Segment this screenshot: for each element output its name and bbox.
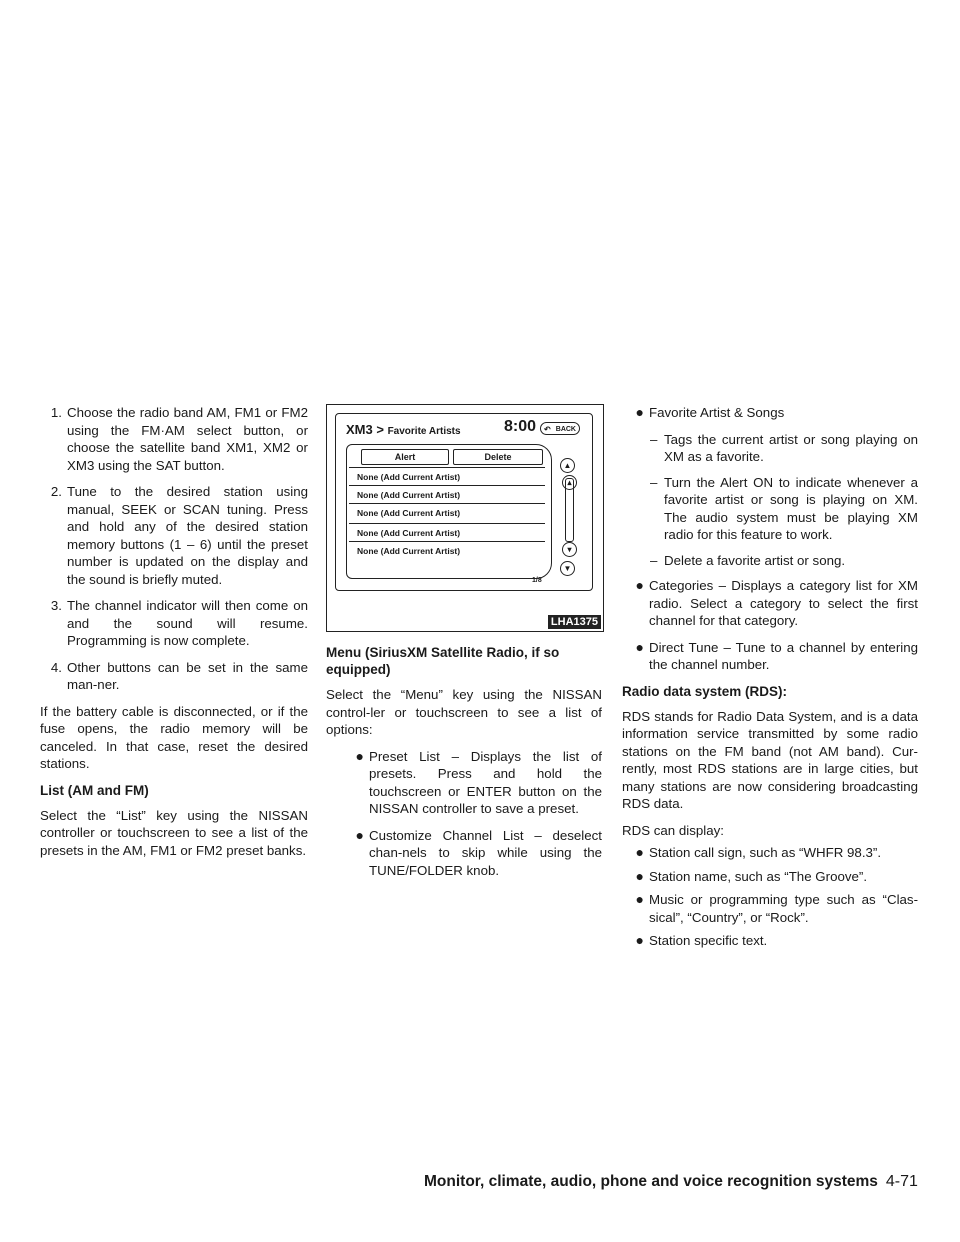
display-screen xyxy=(335,413,593,591)
list-row: None (Add Current Artist) xyxy=(349,523,545,541)
bullet-item xyxy=(622,932,918,950)
bullet-item xyxy=(622,639,918,674)
step-number: 1. xyxy=(50,405,62,420)
screen-figure xyxy=(326,404,604,632)
delete-button: Delete xyxy=(453,449,543,465)
rds-can-display: RDS can display: xyxy=(622,822,724,838)
scrollbar xyxy=(565,478,574,542)
bullet-item xyxy=(622,404,918,422)
bullet-text: Station name, such as “The Groove”. xyxy=(649,868,868,884)
back-button xyxy=(540,422,580,435)
alert-button: Alert xyxy=(361,449,449,465)
screen-time: 8:00 xyxy=(504,418,537,435)
bullet-icon: ● xyxy=(635,867,644,884)
dash-item xyxy=(622,552,918,570)
list-paragraph: Select the “List” key using the NISSAN controller or touchscreen to see a list of the presets in the AM, FM1 or FM2 preset banks. xyxy=(40,807,308,858)
bullet-icon: ● xyxy=(635,932,644,948)
scroll-top-icon: ▲ xyxy=(560,458,575,473)
scroll-down-icon: ▾ xyxy=(562,542,577,557)
bullet-text: Favorite Artist & Songs xyxy=(649,405,785,420)
bullet-item xyxy=(622,577,918,630)
dash-mark: – xyxy=(650,431,658,447)
bullet-item xyxy=(622,891,918,926)
screen-title xyxy=(346,421,461,441)
dash-item xyxy=(622,474,918,544)
step-number: 2. xyxy=(50,484,62,499)
bullet-icon: ● xyxy=(635,577,644,593)
rds-paragraph: RDS stands for Radio Data System, and is a data information service transmitted by some radio stations on the FM band (not AM band). Cur-rently, most RDS stations are in large cities, but many stations are now considering broadcasting RDS data. xyxy=(622,708,918,811)
bullet-text: Customize Channel List – deselect chan-nels to skip while using the TUNE/FOLDER knob. xyxy=(369,827,602,878)
page-number: 4-71 xyxy=(885,1173,918,1190)
dash-text: Tags the current artist or song playing on XM as a favorite. xyxy=(664,431,918,464)
bullet-text: Station call sign, such as “WHFR 98.3”. xyxy=(649,845,882,860)
page-indicator: 1/8 xyxy=(532,577,542,584)
page-footer xyxy=(424,1173,918,1191)
screen-band: XM3 > xyxy=(346,422,384,437)
list-row: None (Add Current Artist) xyxy=(349,541,545,559)
screen-subtitle: Favorite Artists xyxy=(387,426,461,437)
step-text: Other buttons can be set in the same man-ner. xyxy=(67,659,308,692)
list-row: None (Add Current Artist) xyxy=(349,503,545,521)
back-arrow-icon: ↶ xyxy=(544,425,551,434)
back-label: BACK xyxy=(555,426,576,433)
menu-heading: Menu (SiriusXM Satellite Radio, if so equipped) xyxy=(326,645,560,677)
step-number: 4. xyxy=(50,659,62,675)
dash-mark: – xyxy=(650,552,658,568)
bullet-item xyxy=(326,748,602,818)
column-middle xyxy=(326,404,602,888)
step-1 xyxy=(40,404,308,474)
column-left xyxy=(40,404,308,868)
step-4 xyxy=(40,659,308,694)
bullet-text: Preset List – Displays the list of presets. Press and hold the touchscreen or ENTER button on the NISSAN controller to save a preset. xyxy=(369,748,602,816)
list-row: None (Add Current Artist) xyxy=(349,467,545,485)
bullet-text: Music or programming type such as “Clas-sical”, “Country”, or “Rock”. xyxy=(649,892,918,925)
figure-code: LHA1375 xyxy=(548,615,601,629)
footer-title: Monitor, climate, audio, phone and voice recognition systems xyxy=(424,1173,878,1190)
list-heading: List (AM and FM) xyxy=(40,782,149,798)
bullet-icon: ● xyxy=(355,826,364,843)
bullet-icon: ● xyxy=(635,404,644,420)
bullet-icon: ● xyxy=(635,638,644,655)
bullet-item xyxy=(622,868,918,886)
menu-paragraph: Select the “Menu” key using the NISSAN control-ler or touchscreen to see a list of options: xyxy=(326,687,602,737)
dash-mark: – xyxy=(650,474,658,490)
favorite-list xyxy=(346,444,552,579)
dash-text: Turn the Alert ON to indicate whenever a favorite artist or song is playing on XM. The audio system must be playing XM radio for this feature to work. xyxy=(664,474,918,542)
scroll-up-icon: ▴ xyxy=(562,475,577,490)
bullet-text: Direct Tune – Tune to a channel by entering the channel number. xyxy=(649,639,918,672)
bullet-item xyxy=(622,844,918,862)
rds-heading: Radio data system (RDS): xyxy=(622,683,788,699)
scroll-bottom-icon: ▼ xyxy=(560,561,575,576)
bullet-icon: ● xyxy=(635,891,644,907)
battery-paragraph: If the battery cable is disconnected, or if the fuse opens, the radio memory will be canceled. In that case, reset the desired stations. xyxy=(40,703,308,771)
bullet-item xyxy=(326,827,602,880)
bullet-text: Categories – Displays a category list for XM radio. Select a category to select the first channel for that category. xyxy=(649,578,918,628)
dash-item xyxy=(622,431,918,466)
list-row: None (Add Current Artist) xyxy=(349,485,545,503)
step-text: Tune to the desired station using manual, SEEK or SCAN tuning. Press and hold any of the desired station memory buttons (1 – 6) until the preset number is updated on the display and the sound is briefly muted. xyxy=(67,484,308,587)
column-right xyxy=(622,404,918,956)
step-3 xyxy=(40,597,308,650)
bullet-icon: ● xyxy=(355,747,364,764)
step-number: 3. xyxy=(50,598,62,613)
dash-text: Delete a favorite artist or song. xyxy=(664,552,846,568)
step-text: The channel indicator will then come on and the sound will resume. Programming is now complete. xyxy=(67,598,308,648)
step-text: Choose the radio band AM, FM1 or FM2 using the FM·AM select button, or choose the satellite band XM1, XM2 or XM3 using the SAT button. xyxy=(67,405,308,473)
bullet-icon: ● xyxy=(635,844,644,860)
step-2 xyxy=(40,483,308,588)
bullet-text: Station specific text. xyxy=(649,933,768,948)
